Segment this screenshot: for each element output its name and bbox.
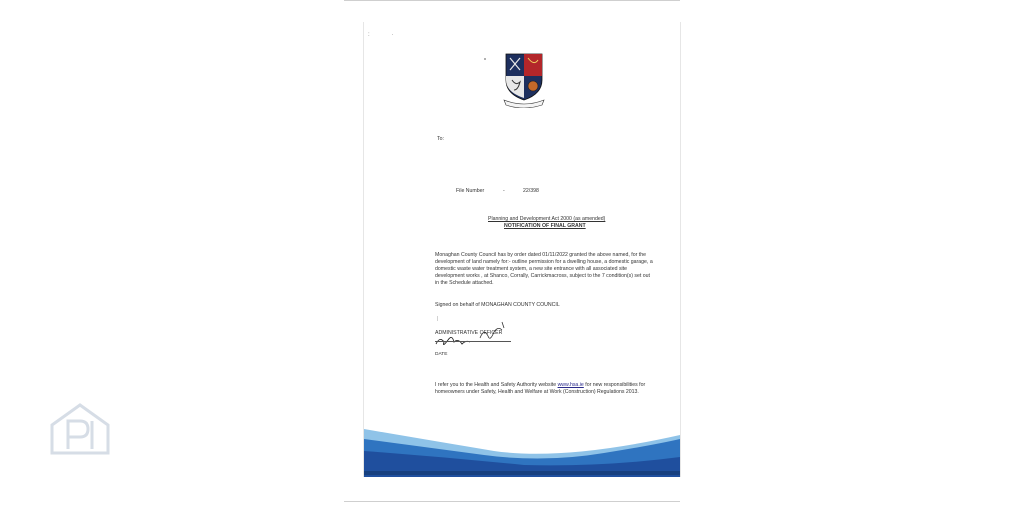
viewer-bottom-line bbox=[344, 501, 680, 502]
act-title: Planning and Development Act 2000 (as amended) bbox=[488, 216, 606, 222]
hsa-website-link[interactable]: www.hsa.ie bbox=[557, 382, 584, 388]
date-label: DATE bbox=[435, 352, 448, 357]
property-logo-watermark-icon bbox=[48, 401, 112, 457]
grant-body-text: Monaghan County Council has by order dated 01/11/2022 granted the above named, for the development of land namely for:- outline permission for a dwelling house, a domestic garage, a domestic waste water treatment system, a new site entrance with all associated site development works , at Shanco, Corrally, Carrickmacross, subject to the 7 condition(s) set out in the Schedule attached. bbox=[435, 252, 653, 286]
signature-icon bbox=[432, 318, 522, 354]
hsa-reference-text bbox=[435, 382, 657, 395]
document-page bbox=[344, 10, 680, 500]
signature-line bbox=[435, 341, 511, 342]
notification-title: NOTIFICATION OF FINAL GRANT bbox=[504, 223, 586, 229]
to-label: To: bbox=[437, 136, 444, 142]
tick-mark: | bbox=[437, 316, 439, 322]
hsa-reference-after: for new responsibilities for homeowners under Safety, Health and Welfare at Work (Construction) Regulations 2013. bbox=[435, 382, 646, 395]
hsa-reference-before: I refer you to the Health and Safety Authority website bbox=[435, 382, 558, 388]
file-number-label: File Number bbox=[456, 188, 485, 194]
scan-speck bbox=[484, 58, 486, 60]
file-number-dash: - bbox=[503, 188, 505, 194]
viewer-top-line bbox=[344, 0, 680, 1]
footer-wave-graphic bbox=[364, 427, 680, 477]
file-number-value: 22/398 bbox=[523, 188, 539, 194]
administrative-officer-label: ADMINISTRATIVE OFFICER bbox=[435, 330, 503, 336]
scanned-sheet bbox=[363, 22, 681, 477]
signed-on-behalf: Signed on behalf of MONAGHAN COUNTY COUNCIL bbox=[435, 302, 560, 308]
corner-marks: : · bbox=[368, 32, 404, 38]
county-council-crest-icon bbox=[502, 50, 546, 108]
